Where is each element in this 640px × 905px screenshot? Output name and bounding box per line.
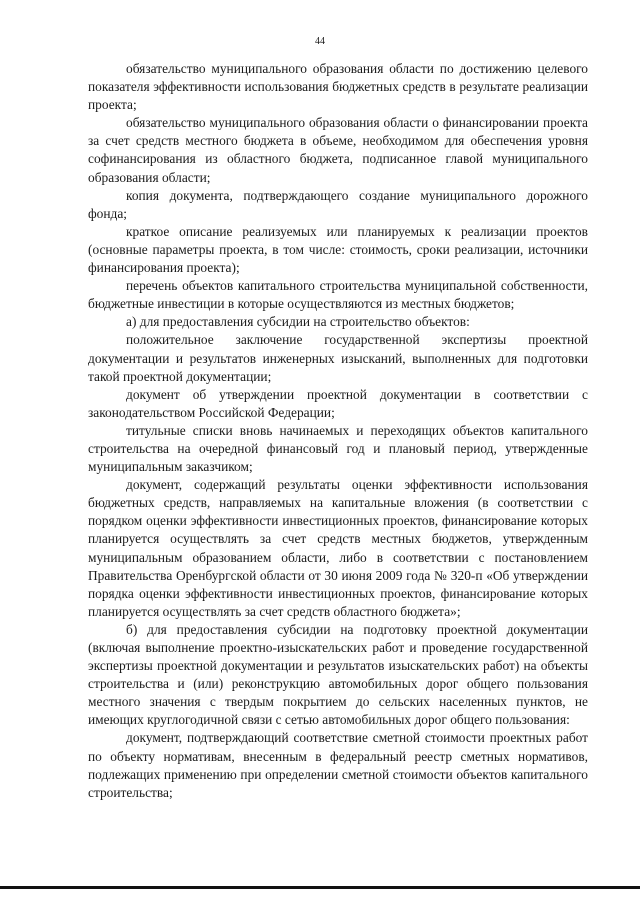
- paragraph-title-lists: титульные списки вновь начинаемых и переходящих объектов капитального строительства на очередной финансовый год и плановый период, утвержденные муниципальным заказчиком;: [88, 422, 588, 475]
- paragraph-documentation-approval: документ об утверждении проектной документации в соответствии с законодательством Российской Федерации;: [88, 386, 588, 420]
- page-number: 44: [315, 36, 325, 47]
- bottom-rule: [0, 886, 640, 889]
- paragraph-expertise-conclusion: положительное заключение государственной экспертизы проектной документации и результатов инженерных изысканий, выполненных для подготовки такой проектной документации;: [88, 332, 588, 384]
- paragraph-subsection-b: б) для предоставления субсидии на подготовку проектной документации (включая выполнение проектно-изыскательских работ и проведение государственной экспертизы проектной документации и результатов изыскательских работ) на объекты строительства и (или) реконструкцию автомобильных дорог общего пользования местного значения с твердым покрытием до сельских населенных пунктов, не имеющих круглогодичной связи с сетью автомобильных дорог общего пользования:: [88, 621, 588, 728]
- document-body: [88, 60, 588, 802]
- paragraph-road-fund-copy: копия документа, подтверждающего создание муниципального дорожного фонда;: [88, 187, 588, 221]
- paragraph-target-indicator-obligation: обязательство муниципального образования области по достижению целевого показателя эффективности использования бюджетных средств в результате реализации проекта;: [88, 61, 588, 113]
- paragraph-capital-objects-list: перечень объектов капитального строительства муниципальной собственности, бюджетные инвестиции в которые осуществляются из местных бюджетов;: [88, 278, 588, 312]
- paragraph-efficiency-assessment: документ, содержащий результаты оценки эффективности использования бюджетных средств, направляемых на капитальные вложения (в соответствии с порядком оценки эффективности инвестиционных проектов, финансирование которых планируется осуществлять за счет средств местных бюджетов, утвержденным муниципальным образованием области, либо в соответствии с постановлением Правительства Оренбургской области от 30 июня 2009 года № 320-п «Об утверждении порядка оценки эффективности инвестиционных проектов, финансирование которых планируется осуществлять за счет средств областного бюджета»;: [88, 477, 588, 619]
- paragraph-financing-obligation: обязательство муниципального образования области о финансировании проекта за счет средств местного бюджета в объеме, необходимом для обеспечения уровня софинансирования из областного бюджета, подписанное главой муниципального образования области;: [88, 115, 588, 185]
- paragraph-cost-compliance: документ, подтверждающий соответствие сметной стоимости проектных работ по объекту нормативам, внесенным в федеральный реестр сметных нормативов, подлежащих применению при определении сметной стоимости объектов капитального строительства;: [88, 730, 588, 800]
- paragraph-project-description: краткое описание реализуемых или планируемых к реализации проектов (основные параметры проекта, в том числе: стоимость, сроки реализации, источники финансирования проекта);: [88, 223, 588, 276]
- paragraph-subsection-a: а) для предоставления субсидии на строительство объектов:: [126, 314, 470, 330]
